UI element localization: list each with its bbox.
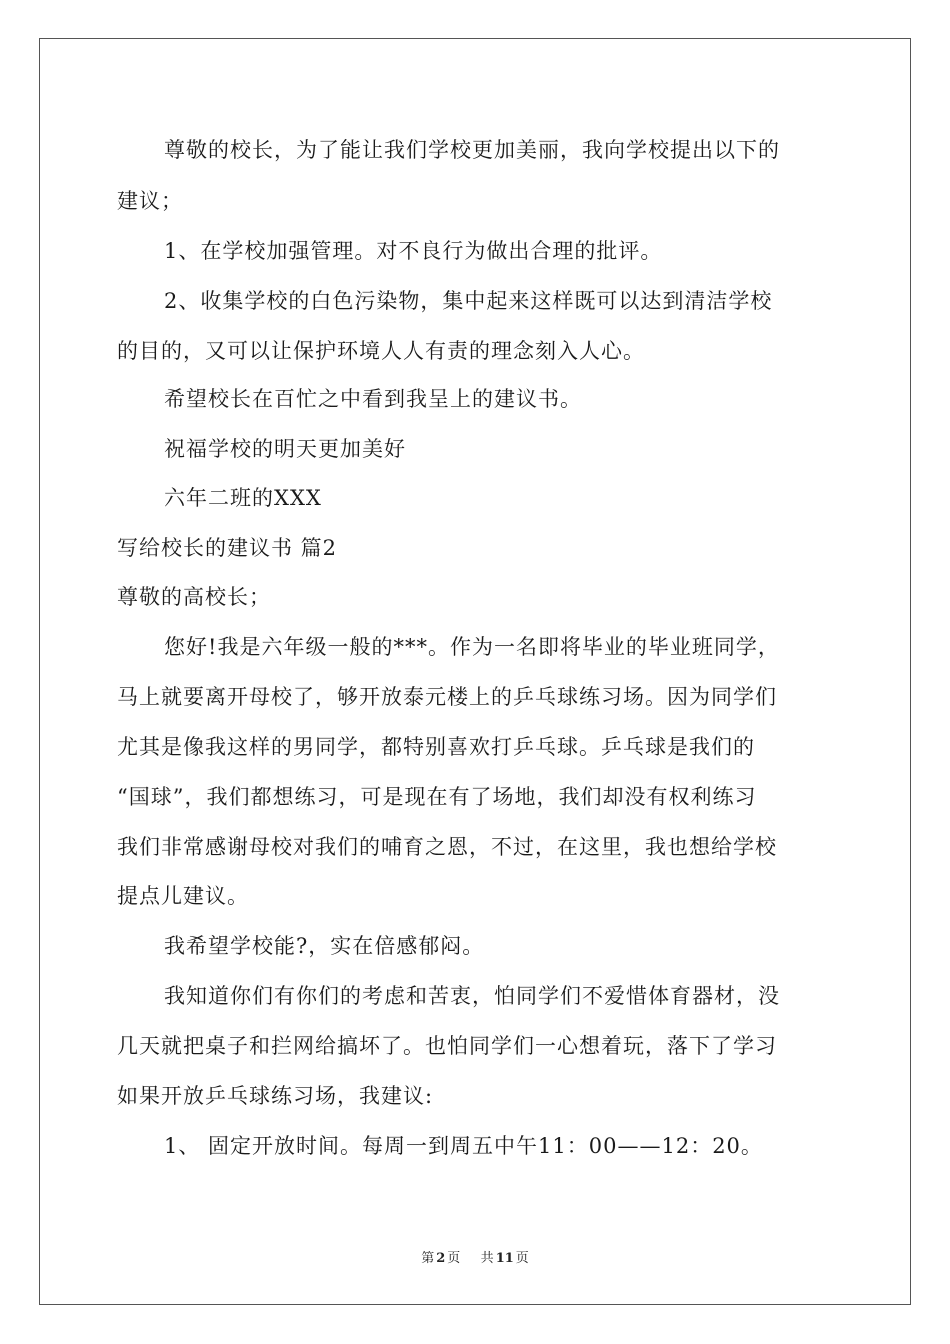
page-prefix: 第 [421, 1251, 435, 1266]
paragraph-line: 尤其是像我这样的男同学，都特别喜欢打乒乓球。乒乓球是我们的 [117, 735, 755, 759]
salutation: 尊敬的高校长； [117, 585, 271, 609]
paragraph-line: 建议； [117, 189, 183, 213]
total-suffix: 页 [515, 1251, 529, 1266]
paragraph-line: 我们非常感谢母校对我们的哺育之恩，不过，在这里，我也想给学校 [117, 835, 777, 859]
paragraph-line: 祝福学校的明天更加美好 [164, 437, 406, 461]
paragraph-line: 2、收集学校的白色污染物，集中起来这样既可以达到清洁学校 [164, 289, 773, 313]
page-indicator [419, 1251, 462, 1266]
paragraph-line: 尊敬的校长，为了能让我们学校更加美丽，我向学校提出以下的 [164, 138, 780, 162]
total-number: 11 [495, 1251, 514, 1266]
paragraph-line: 马上就要离开母校了，够开放泰元楼上的乒乓球练习场。因为同学们 [117, 685, 777, 709]
paragraph-line: 提点儿建议。 [117, 884, 249, 908]
signature-line: 六年二班的XXX [164, 486, 322, 510]
total-prefix: 共 [480, 1251, 494, 1266]
paragraph-line: 希望校长在百忙之中看到我呈上的建议书。 [164, 387, 582, 411]
paragraph-line: 1、在学校加强管理。对不良行为做出合理的批评。 [164, 239, 663, 263]
paragraph-line: 您好!我是六年级一般的***。作为一名即将毕业的毕业班同学， [164, 635, 780, 659]
paragraph-line: “国球”，我们都想练习，可是现在有了场地，我们却没有权利练习 [117, 785, 757, 809]
paragraph-line: 如果开放乒乓球练习场，我建议: [117, 1084, 434, 1108]
paragraph-line: 1、 固定开放时间。每周一到周五中午11：00——12：20。 [164, 1134, 763, 1158]
paragraph-line: 我知道你们有你们的考虑和苦衷，怕同学们不爱惜体育器材，没 [164, 984, 780, 1008]
page-number: 2 [436, 1251, 446, 1266]
section-heading: 写给校长的建议书 篇2 [117, 536, 338, 560]
paragraph-line: 几天就把桌子和拦网给搞坏了。也怕同学们一心想着玩，落下了学习 [117, 1034, 777, 1058]
paragraph-line: 的目的，又可以让保护环境人人有责的理念刻入人心。 [117, 339, 645, 363]
total-indicator [479, 1251, 531, 1266]
page-suffix: 页 [447, 1251, 461, 1266]
paragraph-line: 我希望学校能?，实在倍感郁闷。 [164, 934, 485, 958]
page-border [39, 38, 911, 1305]
page-footer [0, 1247, 950, 1266]
